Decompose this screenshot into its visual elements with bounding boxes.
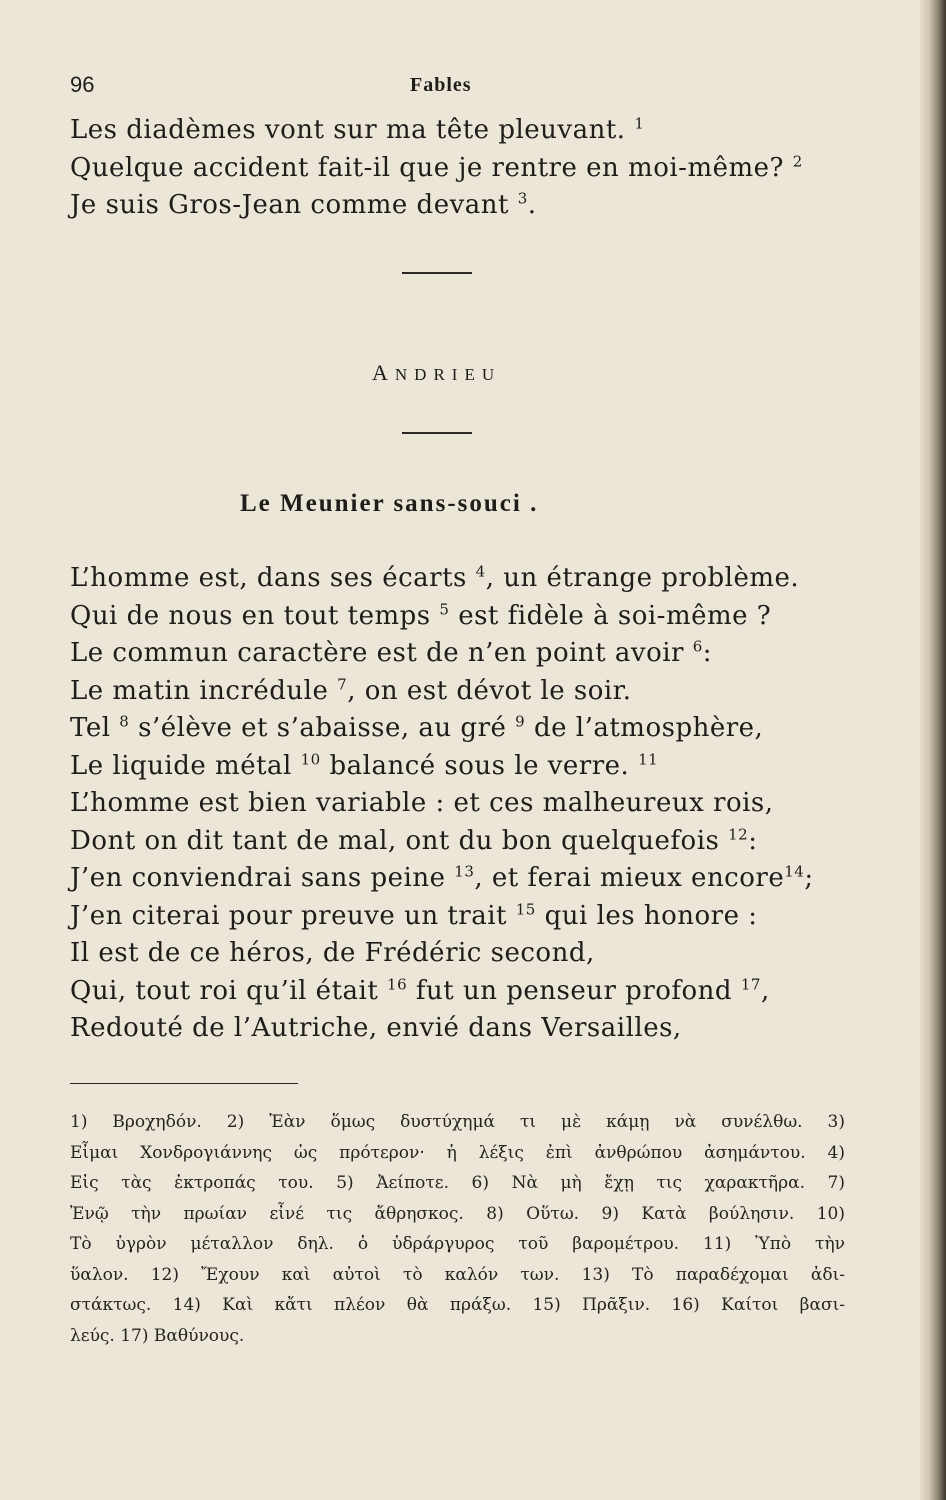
note-ref: 16 [387,974,408,993]
verse-line: Je suis Gros-Jean comme devant $^3$. [70,189,537,220]
verse-text: qui les honore : [535,900,758,931]
verse-text: est fidèle à soi-même ? [449,600,772,631]
verse-text: ; [804,863,814,893]
verse-line: Quelque accident fait-il que je rentre en moi-même? $^2$ [70,151,803,183]
verse-top [70,112,860,225]
note-ref: 3 [517,189,528,208]
verse-text: Le commun caractère est de n’en point avoir [70,638,693,668]
verse-line [70,598,860,636]
footnote-line: ὕαλον. 12) Ἔχουν καὶ αὐτοὶ τὸ καλόν των. 13) Τὸ παραδέχομαι ἀδι- [70,1264,845,1285]
footnote-line: στάκτως. 14) Καὶ κἄτι πλέον θὰ πράξω. 15) Πρᾶξιν. 16) Καίτοι βασι- [70,1295,845,1315]
verse-text: : [702,638,713,668]
verse-line [70,785,860,823]
page-number: 96 [70,72,95,97]
note-ref: 9 [515,712,526,731]
section-rule [402,272,472,274]
footnote-rule [70,1083,298,1084]
page-header [70,72,850,106]
verse-text: Dont on dit tant de mal, ont du bon quelquefois [70,825,729,856]
verse-text: Qui de nous en tout temps [70,600,440,631]
verse-line [70,823,860,861]
author-name: ANDRIEU [372,360,502,385]
footnote-line: Εἶμαι Χονδρογιάννης ὡς πρότερον· ἡ λέξις ἐπὶ ἀνθρώπου ἀσημάντου. 4) [70,1142,845,1163]
verse-line [70,935,860,973]
verse-text: , un étrange problème. [485,563,800,593]
verse-text: Qui, tout roi qu’il était [70,975,388,1006]
note-ref: 15 [515,899,536,918]
note-ref: 8 [119,712,130,731]
poem-title: Le Meunier sans-souci . [240,490,539,517]
verse-line [70,898,860,936]
verse-text: J’en citerai pour preuve un trait [70,900,516,931]
verse-line [70,860,860,898]
note-ref: 5 [439,599,450,618]
footnote-line: 1) Βροχηδόν. 2) Ἐὰν ὅμως δυστύχημά τι μὲ κάμῃ νὰ συνέλθω. 3) [70,1112,845,1132]
note-ref: 14 [784,862,805,881]
verse-text: , et ferai mieux encore [474,863,785,893]
verse-text: Le matin incrédule [70,675,338,706]
verse-text: Redouté de l’Autriche, envié dans Versailles, [70,1013,682,1043]
running-head: Fables [410,74,472,96]
verse-line [70,710,860,748]
note-ref: 1 [634,114,645,133]
verse-line [70,973,860,1011]
footnote-line: Τὸ ὑγρὸν μέταλλον δηλ. ὁ ὑδράργυρος τοῦ βαρομέτρου. 11) Ὑπὸ τὴν [70,1234,845,1254]
verse-line [70,1010,860,1048]
verse-text: Le liquide métal [70,750,301,781]
note-ref: 12 [728,824,749,843]
note-ref: 10 [300,749,321,768]
footnote-line: Ἐνῷ τὴν πρωίαν εἶνέ τις ἄθρησκος. 8) Οὕτω. 9) Κατὰ βούλησιν. 10) [70,1203,845,1224]
section-rule [402,432,472,434]
footnotes [70,1107,845,1351]
note-ref: 13 [454,862,475,881]
note-ref: 17 [740,974,761,993]
verse-line [70,560,860,598]
verse-text: L’homme est bien variable : et ces malheureux rois, [70,788,774,818]
verse-line [70,635,860,673]
note-ref: 6 [692,637,703,656]
verse-text: de l’atmosphère, [525,713,764,743]
verse-text: fut un penseur profond [407,975,741,1006]
verse-text: , [760,975,770,1006]
verse-text: Il est de ce héros, de Frédéric second, [70,938,595,968]
verse-line [70,673,860,711]
verse-text: s’élève et s’abaisse, au gré [129,713,516,743]
verse-text: J’en conviendrai sans peine [70,863,455,893]
footnote-line: Εἰς τὰς ἐκτροπάς του. 5) Ἀείποτε. 6) Νὰ μὴ ἔχῃ τις χαρακτῆρα. 7) [70,1173,845,1193]
note-ref: 2 [792,151,803,170]
verse-text: Tel [70,713,120,743]
verse-main [70,560,860,1048]
note-ref: 11 [638,749,659,768]
verse-text: balancé sous le verre. [320,750,639,781]
verse-text: : [748,825,758,856]
note-ref: 7 [337,674,348,693]
verse-text: , on est dévot le soir. [347,675,632,706]
footnote-line: λεύς. 17) Βαθύνους. [70,1325,245,1346]
verse-line: Les diadèmes vont sur ma tête pleuvant. $^1$ [70,114,645,145]
note-ref: 4 [475,562,486,581]
verse-text: L’homme est, dans ses écarts [70,563,476,593]
verse-line [70,748,860,786]
page-edge-shadow [920,0,946,1500]
